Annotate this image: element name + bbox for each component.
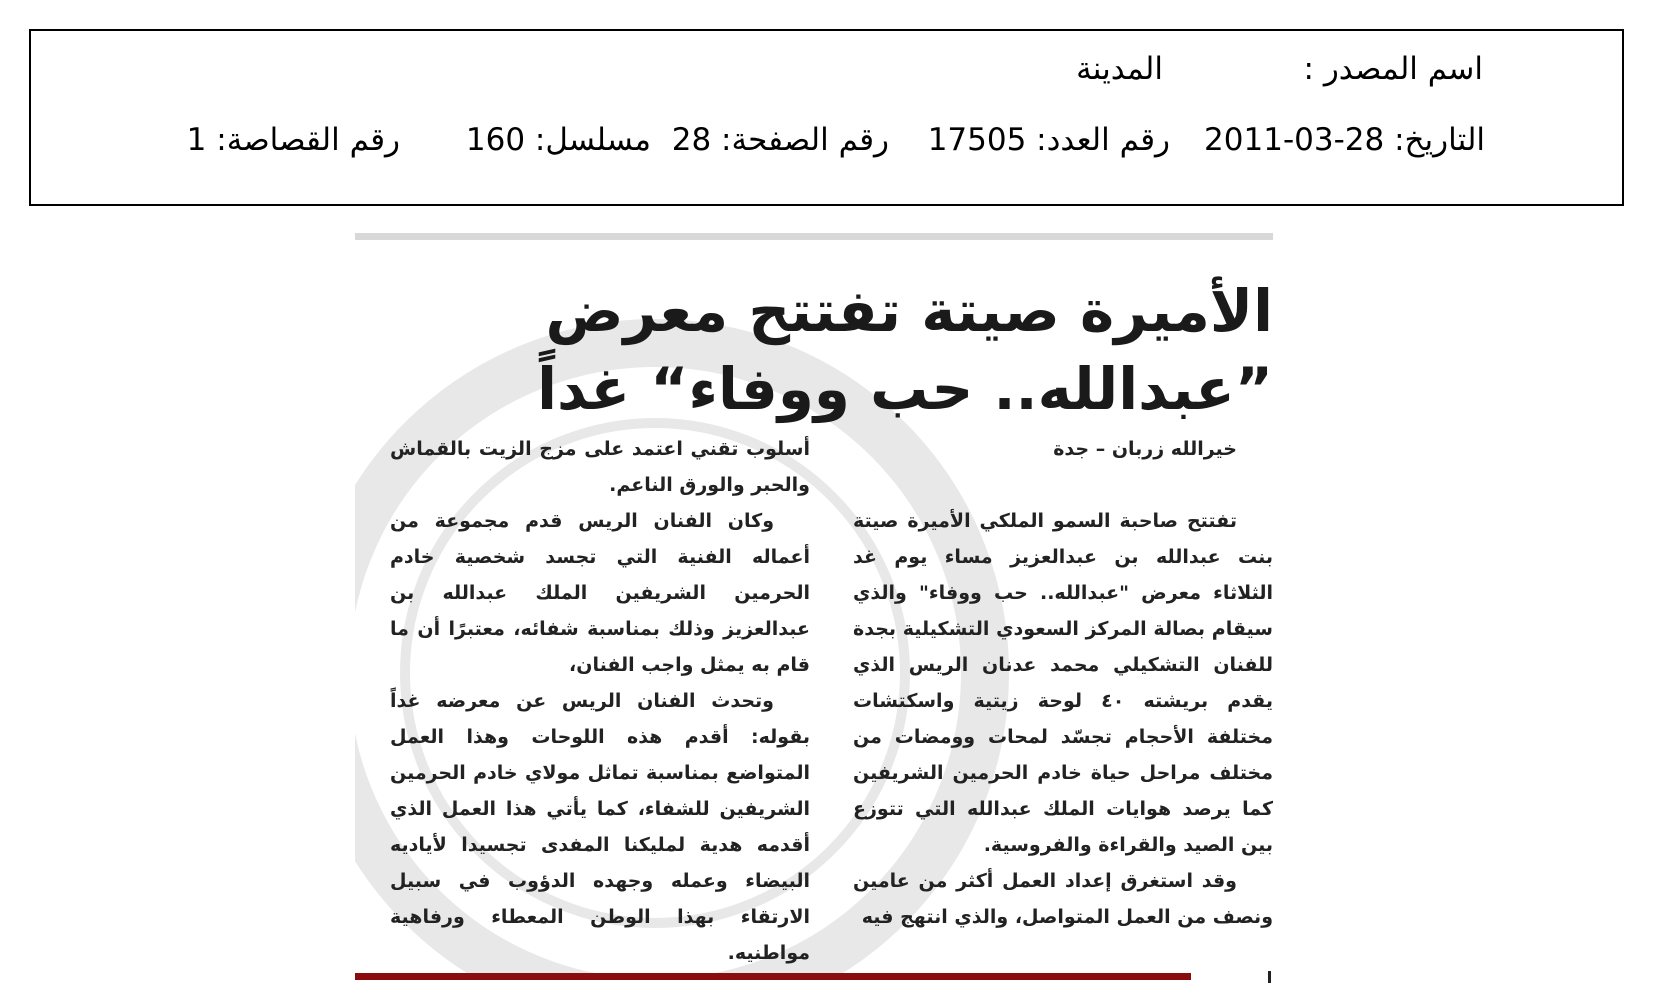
bottom-rule <box>355 973 1191 980</box>
serial-number: مسلسل: 160 <box>465 122 651 158</box>
clipping-number: رقم القصاصة: 1 <box>186 122 400 158</box>
top-rule <box>355 233 1273 240</box>
article-column-left <box>390 431 810 971</box>
paragraph: وقد استغرق إعداد العمل أكثر من عامين ونصف من العمل المتواصل، والذي انتهج فيه <box>853 870 1273 928</box>
clipping-date: التاريخ: 28-03-2011 <box>1204 122 1485 158</box>
paragraph: وتحدث الفنان الريس عن معرضه غداً بقوله: أقدم هذه اللوحات وهذا العمل المتواضع بمناسبة تماثل مولاي خادم الحرمين الشريفين للشفاء، كما يأتي هذا العمل الذي أقدمه هدية لمليكنا المفدى تجسيدا لأياديه البيضاء وعمله وجهده الدؤوب في سبيل الارتقاء بهذا الوطن المعطاء ورفاهية مواطنيه. <box>390 690 810 964</box>
source-value: المدينة <box>1076 51 1163 87</box>
newspaper-clipping <box>355 233 1273 990</box>
paragraph: أسلوب تقني اعتمد على مزج الزيت بالقماش والحبر والورق الناعم. <box>390 438 810 496</box>
headline-line-1: الأميرة صيتة تفتتح معرض <box>545 277 1273 345</box>
paragraph: تفتتح صاحبة السمو الملكي الأميرة صيتة بنت عبدالله بن عبدالعزيز مساء يوم غد الثلاثاء معرض "عبدالله.. حب ووفاء" والذي سيقام بصالة المركز السعودي التشكيلية بجدة للفنان التشكيلي محمد عدنان الريس الذي يقدم بريشته ٤٠ لوحة زيتية واسكتشات مختلفة الأحجام تجسّد لمحات وومضات من مختلف مراحل حياة خادم الحرمين الشريفين كما يرصد هوايات الملك عبدالله التي تتوزع بين الصيد والقراءة والفروسية. <box>853 510 1273 856</box>
source-label: اسم المصدر : <box>1303 51 1483 87</box>
page-number: رقم الصفحة: 28 <box>671 122 889 158</box>
issue-number: رقم العدد: 17505 <box>927 122 1170 158</box>
headline-line-2: ”عبدالله.. حب ووفاء“ غداً <box>537 355 1273 423</box>
byline: خيرالله زربان – جدة <box>1053 438 1237 460</box>
column-tick-mark <box>1268 971 1271 983</box>
paragraph: وكان الفنان الريس قدم مجموعة من أعماله الفنية التي تجسد شخصية خادم الحرمين الشريفين الملك عبدالله بن عبدالعزيز وذلك بمناسبة شفائه، معتبرًا أن ما قام به يمثل واجب الفنان، <box>390 510 810 676</box>
article-column-right <box>853 431 1273 935</box>
